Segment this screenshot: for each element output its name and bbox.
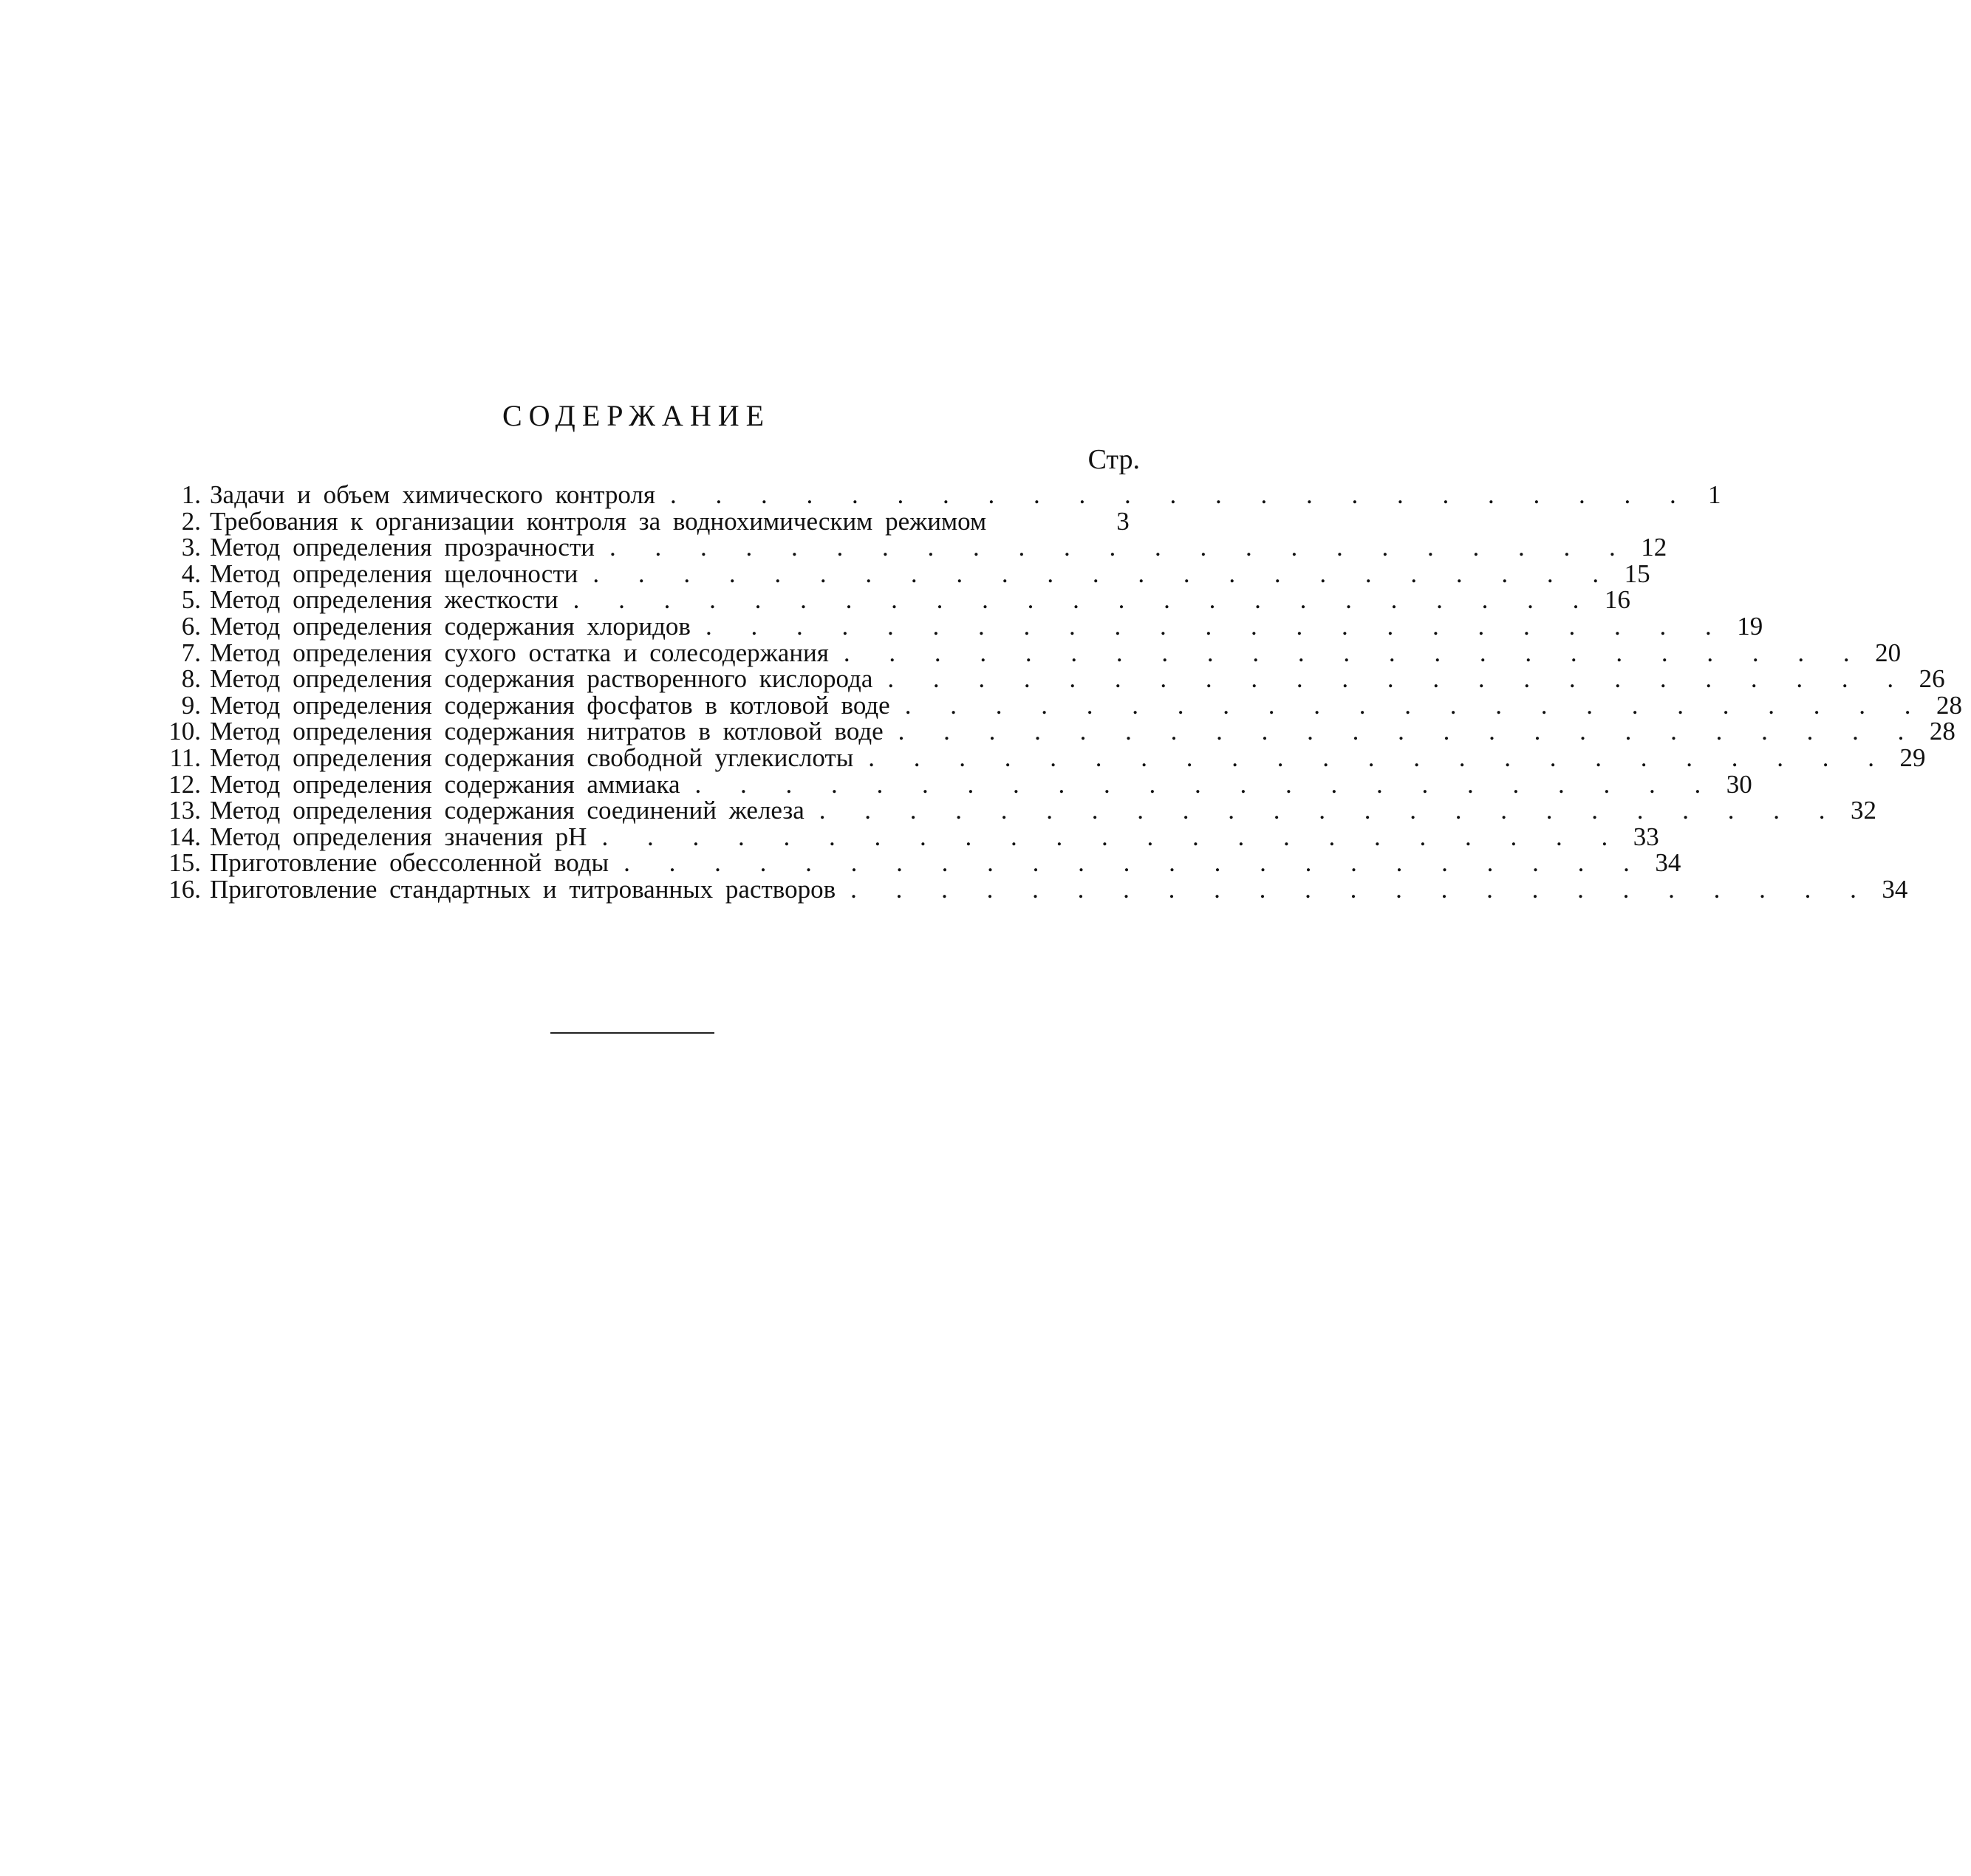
- toc-entry-title: Метод определения содержания свободной углекислоты: [210, 743, 854, 772]
- toc-entry-page: 3: [1116, 506, 1130, 536]
- toc-dot-leader: . . . . . . . . . . . . . . . . . . . . . . .: [669, 480, 1692, 509]
- toc-entry-page: 12: [1641, 533, 1667, 562]
- toc-dot-leader: . . . . . . . . . . . . . . . . . . . . . . .: [904, 690, 1927, 720]
- toc-entry-title: Метод определения содержания соединений железа: [210, 796, 805, 825]
- toc-dot-leader: . . . . . . . . . . . . . . . . . . . . . . .: [601, 822, 1625, 851]
- toc-dot-leader: . . . . . . . . . . . . . . . . . . . . . . .: [694, 769, 1718, 799]
- toc-entry[interactable]: [155, 533, 1667, 562]
- toc-entry-title: Метод определения содержания фосфатов в котловой воде: [210, 690, 890, 720]
- toc-entry-title: Задачи и объем химического контроля: [210, 480, 655, 509]
- toc-entry-number: 2.: [181, 506, 201, 536]
- toc-dot-leader: . . . . . . . . . . . . . . . . . . . . . . .: [843, 638, 1866, 667]
- toc-entry-title: Метод определения содержания растворенного кислорода: [210, 664, 873, 694]
- toc-entry-number: 5.: [181, 585, 201, 615]
- page-column-label: Стр.: [1087, 444, 1140, 475]
- toc-entry[interactable]: [155, 717, 1955, 746]
- toc-entry-title: Приготовление обессоленной воды: [210, 848, 609, 878]
- toc-entry[interactable]: [155, 611, 1763, 641]
- toc-dot-leader: . . . . . . . . . . . . . . . . . . . . . . .: [850, 874, 1873, 904]
- toc-entry-page: 15: [1624, 559, 1650, 588]
- toc-entry-number: 9.: [181, 690, 201, 720]
- toc-entry-number: 8.: [181, 664, 201, 694]
- toc-entry-number: 10.: [168, 717, 201, 746]
- toc-entry-number: 4.: [181, 559, 201, 588]
- page-title: СОДЕРЖАНИЕ: [502, 399, 771, 432]
- toc-entry-title: Метод определения значения pH: [210, 822, 587, 851]
- toc-entry[interactable]: [155, 796, 1877, 825]
- toc-entry-number: 16.: [168, 874, 201, 904]
- toc-entry-page: 28: [1929, 717, 1955, 746]
- toc-dot-leader: . . . . . . . . . . . . . . . . . . . . . . .: [819, 796, 1842, 825]
- toc-entry-number: 13.: [168, 796, 201, 825]
- toc-entry[interactable]: [155, 690, 1962, 720]
- toc-dot-leader: . . . . . . . . . . . . . . . . . . . . . . .: [868, 743, 1890, 772]
- toc-entry-number: 1.: [181, 480, 201, 509]
- toc-entry-page: 29: [1899, 743, 1926, 772]
- toc-entry-title: Метод определения содержания нитратов в котловой воде: [210, 717, 884, 746]
- toc-entry-title: Требования к организации контроля за воднохимическим режимом: [210, 506, 987, 536]
- toc-entry[interactable]: [155, 638, 1902, 667]
- toc-entry[interactable]: [155, 743, 1926, 772]
- toc-entry-page: 19: [1737, 611, 1763, 641]
- toc-dot-leader: . . . . . . . . . . . . . . . . . . . . . . .: [898, 717, 1921, 746]
- toc-entry-page: 26: [1919, 664, 1945, 694]
- toc-entry-title: Метод определения прозрачности: [210, 533, 595, 562]
- toc-entry[interactable]: [155, 480, 1721, 509]
- toc-entry-title: Метод определения жесткости: [210, 585, 558, 615]
- toc-entry[interactable]: [155, 848, 1681, 878]
- toc-entry[interactable]: [155, 822, 1659, 851]
- toc-entry[interactable]: [155, 769, 1752, 799]
- toc-dot-leader: . . . . . . . . . . . . . . . . . . . . . . .: [592, 559, 1616, 588]
- toc-dot-leader: . . . . . . . . . . . . . . . . . . . . . . .: [609, 533, 1632, 562]
- toc-entry-number: 14.: [168, 822, 201, 851]
- toc-entry-page: 32: [1851, 796, 1877, 825]
- toc-entry-number: 6.: [181, 611, 201, 641]
- toc-entry[interactable]: [155, 559, 1650, 588]
- toc-entry-page: 28: [1936, 690, 1962, 720]
- toc-entry-title: Приготовление стандартных и титрованных растворов: [210, 874, 836, 904]
- toc-dot-leader: . . . . . . . . . . . . . . . . . . . . . . .: [573, 585, 1596, 615]
- toc-entry[interactable]: [155, 874, 1908, 904]
- toc-entry-number: 12.: [168, 769, 201, 799]
- table-of-contents: [155, 480, 1962, 904]
- toc-dot-leader: . . . . . . . . . . . . . . . . . . . . . . .: [705, 611, 1728, 641]
- toc-entry-page: 30: [1726, 769, 1752, 799]
- toc-entry-page: 33: [1633, 822, 1659, 851]
- toc-entry-number: 15.: [168, 848, 201, 878]
- toc-dot-leader: . . . . . . . . . . . . . . . . . . . . . . .: [887, 664, 1910, 694]
- toc-entry-title: Метод определения сухого остатка и солесодержания: [210, 638, 829, 667]
- toc-entry-title: Метод определения щелочности: [210, 559, 578, 588]
- toc-entry[interactable]: [155, 585, 1630, 615]
- toc-entry-page: 1: [1707, 480, 1721, 509]
- toc-entry-number: 3.: [181, 533, 201, 562]
- toc-entry-number: 11.: [169, 743, 201, 772]
- toc-entry-page: 20: [1875, 638, 1902, 667]
- toc-entry[interactable]: [155, 664, 1945, 694]
- toc-entry-title: Метод определения содержания аммиака: [210, 769, 680, 799]
- toc-entry-page: 34: [1882, 874, 1908, 904]
- toc-entry-number: 7.: [181, 638, 201, 667]
- toc-entry-page: 16: [1604, 585, 1630, 615]
- toc-dot-leader: . . . . . . . . . . . . . . . . . . . . . . .: [624, 848, 1646, 878]
- toc-entry-title: Метод определения содержания хлоридов: [210, 611, 691, 641]
- closing-rule: [550, 1032, 714, 1034]
- toc-entry[interactable]: [155, 508, 1145, 535]
- toc-entry-page: 34: [1655, 848, 1681, 878]
